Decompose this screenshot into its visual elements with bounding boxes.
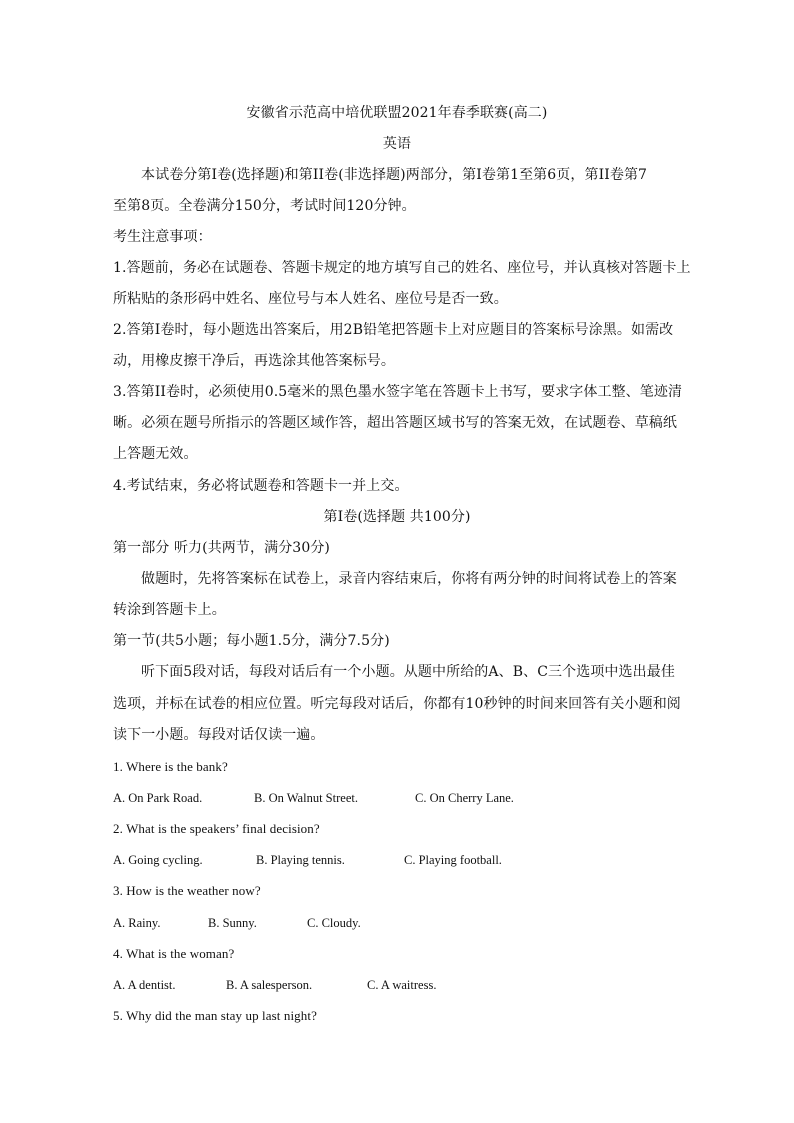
option-a: A. Rainy. xyxy=(113,916,161,930)
option-c: C. On Cherry Lane. xyxy=(415,791,514,805)
exam-title: 安徽省示范高中培优联盟2021年春季联赛(高二) xyxy=(246,105,548,121)
notice-line: 3.答第II卷时，必须使用0.5毫米的黑色墨水签字笔在答题卡上书写，要求字体工整、笔迹清 xyxy=(113,384,683,400)
notice-heading: 考生注意事项： xyxy=(113,229,212,245)
option-b: B. On Walnut Street. xyxy=(254,791,358,805)
question-4: 4. What is the woman? xyxy=(113,946,235,961)
subject-heading: 英语 xyxy=(382,136,412,152)
option-a: A. Going cycling. xyxy=(113,853,203,867)
question-5: 5. Why did the man stay up last night? xyxy=(113,1008,317,1023)
notice-line: 2.答第I卷时，每小题选出答案后，用2B铅笔把答题卡上对应题目的答案标号涂黑。如需改 xyxy=(113,322,674,338)
option-c: C. Cloudy. xyxy=(307,916,361,930)
notice-line: 晰。必须在题号所指示的答题区域作答，超出答题区域书写的答案无效，在试题卷、草稿纸 xyxy=(113,415,677,431)
notice-line: 1.答题前，务必在试题卷、答题卡规定的地方填写自己的姓名、座位号，并认真核对答题卡上 xyxy=(113,260,691,276)
intro-line: 本试卷分第I卷(选择题)和第II卷(非选择题)两部分，第I卷第1至第6页，第II卷第7 xyxy=(141,167,648,183)
part-instruction: 转涂到答题卡上。 xyxy=(113,602,226,618)
question-3: 3. How is the weather now? xyxy=(113,883,261,898)
part-instruction: 做题时，先将答案标在试卷上，录音内容结束后，你将有两分钟的时间将试卷上的答案 xyxy=(141,571,677,587)
notice-line: 上答题无效。 xyxy=(113,446,198,462)
section-instruction: 选项，并标在试卷的相应位置。听完每段对话后，你都有10秒钟的时间来回答有关小题和阅 xyxy=(113,696,681,712)
option-b: B. A salesperson. xyxy=(226,978,313,992)
section-instruction: 读下一小题。每段对话仅读一遍。 xyxy=(113,727,325,743)
option-b: B. Playing tennis. xyxy=(256,853,345,867)
question-2: 2. What is the speakers’ final decision? xyxy=(113,821,320,836)
notice-line: 所粘贴的条形码中姓名、座位号与本人姓名、座位号是否一致。 xyxy=(113,291,508,307)
section-heading: 第一节(共5小题；每小题1.5分，满分7.5分) xyxy=(113,633,390,649)
option-c: C. Playing football. xyxy=(404,853,502,867)
option-a: A. On Park Road. xyxy=(113,791,203,805)
option-a: A. A dentist. xyxy=(113,978,176,992)
part-heading: 第一部分 听力(共两节，满分30分) xyxy=(113,540,330,556)
intro-line: 至第8页。全卷满分150分，考试时间120分钟。 xyxy=(113,198,416,214)
option-c: C. A waitress. xyxy=(367,978,437,992)
question-1: 1. Where is the bank? xyxy=(113,759,228,774)
notice-line: 4.考试结束，务必将试题卷和答题卡一并上交。 xyxy=(113,478,409,494)
volume-heading: 第I卷(选择题 共100分) xyxy=(323,509,471,525)
notice-line: 动，用橡皮擦干净后，再选涂其他答案标号。 xyxy=(113,353,395,369)
section-instruction: 听下面5段对话，每段对话后有一个小题。从题中所给的A、B、C三个选项中选出最佳 xyxy=(141,664,675,680)
option-b: B. Sunny. xyxy=(208,916,257,930)
